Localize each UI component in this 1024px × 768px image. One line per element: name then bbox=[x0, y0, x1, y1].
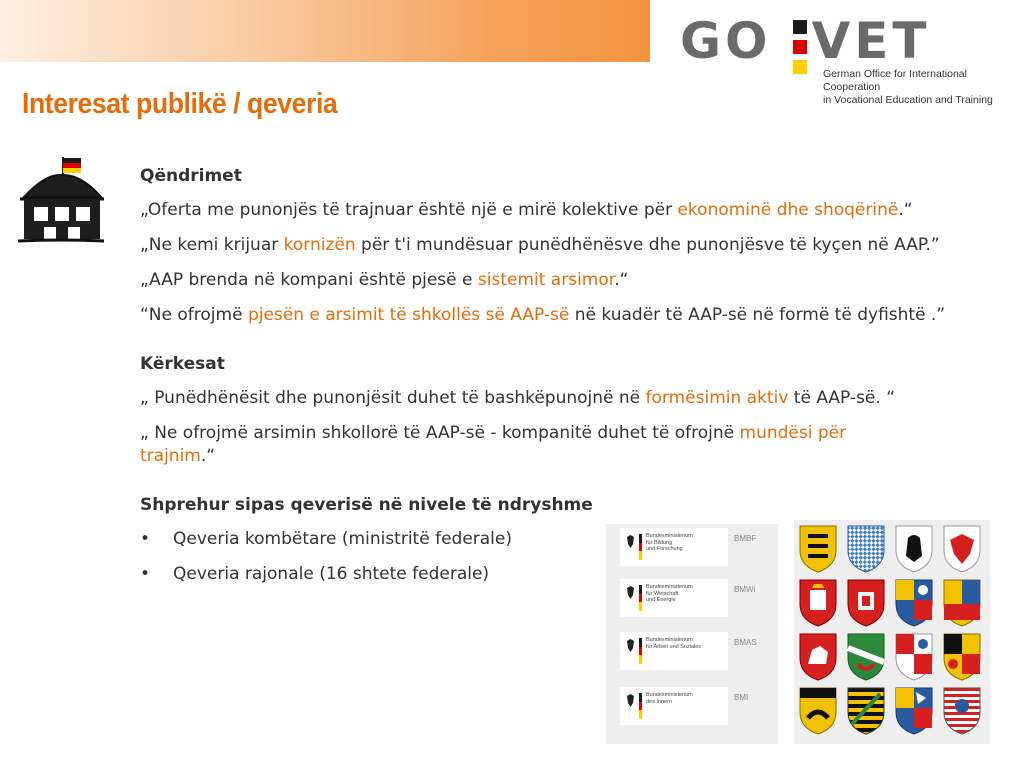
quote-highlight: kornizën bbox=[283, 235, 356, 255]
coat-of-arms-icon bbox=[896, 634, 932, 680]
coat-of-arms-icon bbox=[944, 634, 980, 680]
logo-letter-v: V bbox=[811, 12, 855, 70]
ministry-abbreviation: BMI bbox=[734, 693, 749, 702]
coat-of-arms-icon bbox=[800, 688, 836, 734]
federal-eagle-icon bbox=[626, 535, 635, 548]
quote-text: .“ bbox=[898, 200, 913, 220]
coat-of-arms-icon bbox=[848, 580, 884, 626]
header-gradient-bar bbox=[0, 0, 650, 62]
quote-text: „AAP brenda në kompani është pjesë e bbox=[140, 270, 478, 290]
quote-item bbox=[140, 422, 900, 468]
ministry-name: Bundesministerium des Innern bbox=[646, 692, 693, 705]
coat-of-arms-icon bbox=[800, 526, 836, 572]
logo-letter-e: E bbox=[854, 12, 893, 70]
ministry-card bbox=[620, 632, 728, 670]
coat-of-arms-icon bbox=[848, 688, 884, 734]
federal-eagle-icon bbox=[626, 586, 635, 599]
quote-text: „Ne kemi krijuar bbox=[140, 235, 284, 255]
coat-of-arms-icon bbox=[944, 580, 980, 626]
house-with-flag-icon bbox=[16, 155, 106, 250]
federal-ministries-image bbox=[606, 524, 778, 744]
ministry-name: Bundesministerium für Wirtschaft und Energie bbox=[646, 584, 693, 603]
flag-square-red bbox=[793, 40, 807, 54]
quote-text: “Ne ofrojmë bbox=[140, 305, 248, 325]
quote-item bbox=[140, 269, 990, 292]
quote-text: .“ bbox=[614, 270, 629, 290]
quote-highlight: mundësi për trajnim bbox=[140, 423, 847, 466]
quote-text: „Oferta me punonjës të trajnuar është një e mirë kolektive për bbox=[140, 200, 678, 220]
quote-text: „ Ne ofrojmë arsimin shkollorë të AAP-së - kompanitë duhet të ofrojnë bbox=[140, 423, 740, 443]
bullet-icon: • bbox=[140, 564, 151, 584]
quote-highlight: formësimin aktiv bbox=[645, 388, 789, 408]
logo-letter-t: T bbox=[892, 12, 931, 70]
quote-text: të AAP-së. “ bbox=[788, 388, 895, 408]
flag-square-gold bbox=[793, 60, 807, 74]
coat-of-arms-icon bbox=[848, 526, 884, 572]
logo-letter-o: O bbox=[725, 12, 772, 70]
quote-item bbox=[140, 387, 990, 410]
ministry-abbreviation: BMBF bbox=[734, 534, 757, 543]
quote-text: „ Punëdhënësit dhe punonjësit duhet të bashkëpunojnë në bbox=[140, 388, 646, 408]
ministry-card bbox=[620, 579, 728, 617]
quote-item bbox=[140, 199, 990, 222]
ministry-name: Bundesministerium für Bildung und Forschung bbox=[646, 533, 693, 552]
ministry-abbreviation: BMAS bbox=[734, 638, 757, 647]
quote-text: për t'i mundësuar punëdhënësve dhe punonjësve të kyçen në AAP.” bbox=[355, 235, 940, 255]
list-item-text: Qeveria rajonale (16 shtete federale) bbox=[173, 564, 490, 584]
coat-of-arms-icon bbox=[896, 580, 932, 626]
flag-square-black bbox=[793, 20, 807, 34]
coat-of-arms-icon bbox=[896, 688, 932, 734]
coat-of-arms-icon bbox=[944, 526, 980, 572]
logo-flag-squares bbox=[793, 20, 807, 80]
logo-subtitle-line1: German Office for International Cooperation bbox=[823, 68, 967, 93]
coat-of-arms-icon bbox=[896, 526, 932, 572]
state-coats-of-arms-image bbox=[794, 520, 990, 744]
quote-item bbox=[140, 234, 990, 257]
coat-of-arms-icon bbox=[944, 688, 980, 734]
logo-letter-g: G bbox=[680, 12, 726, 70]
section-heading-levels: Shprehur sipas qeverisë në nivele të ndryshme bbox=[140, 495, 593, 515]
federal-eagle-icon bbox=[626, 639, 635, 652]
quote-highlight: ekonominë dhe shoqërinë bbox=[677, 200, 899, 220]
ministry-card bbox=[620, 528, 728, 566]
logo-subtitle-line2: in Vocational Education and Training bbox=[823, 94, 993, 106]
quote-text: .“ bbox=[200, 446, 216, 466]
quote-highlight: pjesën e arsimit të shkollës së AAP-së bbox=[247, 305, 570, 325]
quote-text: në kuadër të AAP-së në formë të dyfishtë .” bbox=[569, 305, 946, 325]
ministry-name: Bundesministerium für Arbeit und Soziales bbox=[646, 637, 702, 650]
federal-eagle-icon bbox=[626, 694, 635, 707]
coat-of-arms-icon bbox=[800, 634, 836, 680]
bullet-icon: • bbox=[140, 529, 151, 549]
quote-item bbox=[140, 304, 990, 327]
section-heading-requirements: Kërkesat bbox=[140, 354, 225, 374]
ministry-abbreviation: BMWi bbox=[734, 585, 756, 594]
govet-logo bbox=[680, 12, 1010, 106]
quote-highlight: sistemit arsimor bbox=[477, 270, 615, 290]
ministry-card bbox=[620, 687, 728, 725]
coat-of-arms-icon bbox=[800, 580, 836, 626]
coat-of-arms-icon bbox=[848, 634, 884, 680]
logo-subtitle bbox=[823, 68, 1010, 107]
page-title: Interesat publikë / qeveria bbox=[22, 88, 338, 120]
section-heading-attitudes: Qëndrimet bbox=[140, 166, 242, 186]
list-item-text: Qeveria kombëtare (ministritë federale) bbox=[173, 529, 512, 549]
